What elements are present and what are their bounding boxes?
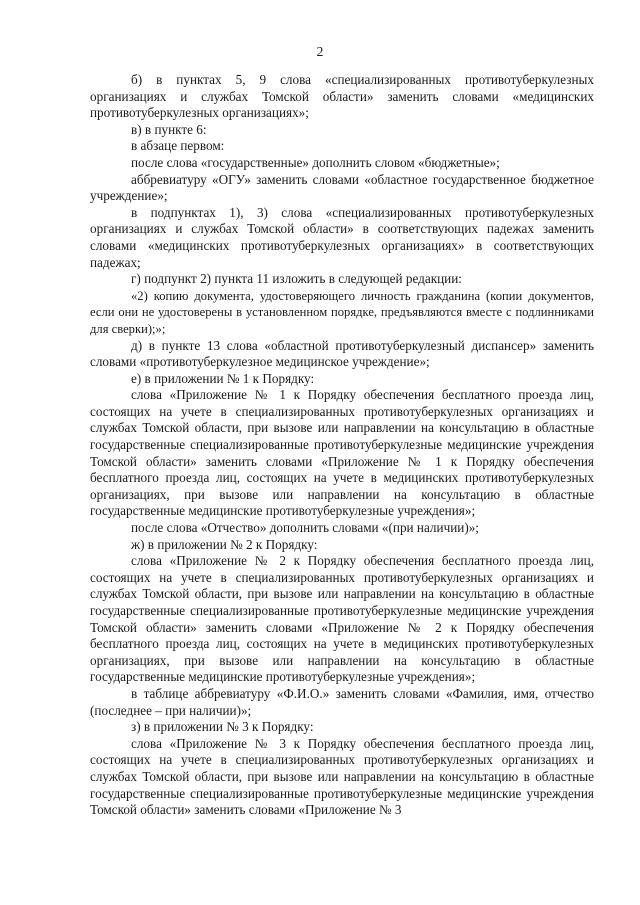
paragraph: в подпунктах 1), 3) слова «специализированных противотуберкулезных организациях и службах Томской области» в соответствующих падежах заменить словами «медицинских противотуберкулезных организациях» в соответствующих падежах; [90,204,594,270]
paragraph: е) в приложении № 1 к Порядку: [131,370,315,386]
paragraph: з) в приложении № 3 к Порядку: [131,719,314,735]
paragraph: в) в пункте 6: [131,121,207,137]
page-number: 2 [316,44,324,59]
paragraph: в абзаце первом: [131,138,225,154]
paragraph: после слова «Отчество» дополнить словами «(при наличии)»; [131,520,479,536]
paragraph: «2) копию документа, удостоверяющего личность гражданина (копии документов, если они не удостоверены в установленном порядке, предъявляются вместе с подлинниками для сверки);»; [90,288,594,336]
paragraph: б) в пунктах 5, 9 слова «специализированных противотуберкулезных организациях и службах Томской области» заменить словами «медицинских противотуберкулезных организациях»; [90,72,594,121]
document-body [90,72,594,819]
paragraph: слова «Приложение № 3 к Порядку обеспечения бесплатного проезда лиц, состоящих на учете в специализированных противотуберкулезных организациях и службах Томской области, при вызове или направлении на консультацию в областные государственные специализированные противотуберкулезные медицинские учреждения Томской области» заменить словами «Приложение № 3 [90,735,594,818]
paragraph: ж) в приложении № 2 к Порядку: [131,536,318,552]
paragraph: слова «Приложение № 2 к Порядку обеспечения бесплатного проезда лиц, состоящих на учете в специализированных противотуберкулезных организациях и службах Томской области, при вызове или направлении на консультацию в областные государственные специализированные противотуберкулезные медицинские учреждения Томской области» заменить словами «Приложение № 2 к Порядку обеспечения бесплатного проезда лиц, состоящих на учете в медицинских противотуберкулезных организациях, при вызове или направлении на консультацию в областные государственные медицинские противотуберкулезные учреждения»; [90,553,594,685]
paragraph: слова «Приложение № 1 к Порядку обеспечения бесплатного проезда лиц, состоящих на учете в специализированных противотуберкулезных организациях и службах Томской области, при вызове или направлении на консультацию в областные государственные специализированные противотуберкулезные медицинские учреждения Томской области» заменить словами «Приложение № 1 к Порядку обеспечения бесплатного проезда лиц, состоящих на учете в медицинских противотуберкулезных организациях, при вызове или направлении на консультацию в областные государственные медицинские противотуберкулезные учреждения»; [90,387,594,519]
paragraph: после слова «государственные» дополнить словом «бюджетные»; [131,154,500,170]
paragraph: аббревиатуру «ОГУ» заменить словами «областное государственное бюджетное учреждение»; [90,171,594,204]
paragraph: в таблице аббревиатуру «Ф.И.О.» заменить словами «Фамилия, имя, отчество (последнее – при наличии)»; [90,685,594,718]
paragraph: д) в пункте 13 слова «областной противотуберкулезный диспансер» заменить словами «противотуберкулезное медицинское учреждение»; [90,337,594,370]
paragraph: г) подпункт 2) пункта 11 изложить в следующей редакции: [131,271,462,287]
